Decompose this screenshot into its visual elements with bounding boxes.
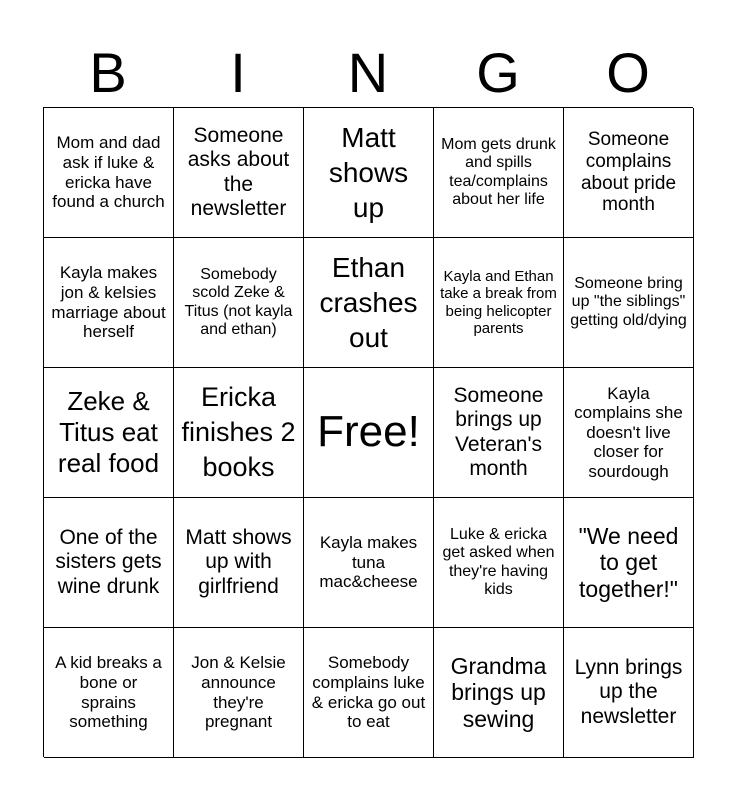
bingo-cell-r4c4[interactable]: Luke & ericka get asked when they're having kids: [434, 498, 564, 628]
bingo-cell-r1c4[interactable]: Mom gets drunk and spills tea/complains about her life: [434, 108, 564, 238]
bingo-grid: [43, 107, 693, 757]
bingo-cell-r2c5[interactable]: Someone bring up "the siblings" getting old/dying: [564, 238, 694, 368]
bingo-cell-r2c1[interactable]: Kayla makes jon & kelsies marriage about herself: [44, 238, 174, 368]
header-letter-g: G: [476, 41, 520, 104]
bingo-cell-r5c3[interactable]: Somebody complains luke & ericka go out to eat: [304, 628, 434, 758]
bingo-cell-r1c5[interactable]: Someone complains about pride month: [564, 108, 694, 238]
bingo-cell-r1c3[interactable]: Matt shows up: [304, 108, 434, 238]
bingo-cell-r4c2[interactable]: Matt shows up with girlfriend: [174, 498, 304, 628]
bingo-cell-r4c1[interactable]: One of the sisters gets wine drunk: [44, 498, 174, 628]
bingo-cell-r5c1[interactable]: A kid breaks a bone or sprains something: [44, 628, 174, 758]
bingo-cell-r4c5[interactable]: "We need to get together!": [564, 498, 694, 628]
bingo-cell-r5c5[interactable]: Lynn brings up the newsletter: [564, 628, 694, 758]
bingo-cell-free[interactable]: Free!: [304, 368, 434, 498]
bingo-cell-r5c2[interactable]: Jon & Kelsie announce they're pregnant: [174, 628, 304, 758]
header-letter-n: N: [347, 41, 389, 104]
header-letter-b: B: [89, 41, 127, 104]
bingo-header: [43, 40, 693, 106]
bingo-cell-r1c1[interactable]: Mom and dad ask if luke & ericka have found a church: [44, 108, 174, 238]
header-letter-o: O: [606, 41, 650, 104]
bingo-cell-r2c2[interactable]: Somebody scold Zeke & Titus (not kayla and ethan): [174, 238, 304, 368]
bingo-cell-r4c3[interactable]: Kayla makes tuna mac&cheese: [304, 498, 434, 628]
bingo-cell-r3c1[interactable]: Zeke & Titus eat real food: [44, 368, 174, 498]
bingo-cell-r2c4[interactable]: Kayla and Ethan take a break from being helicopter parents: [434, 238, 564, 368]
bingo-cell-r3c4[interactable]: Someone brings up Veteran's month: [434, 368, 564, 498]
bingo-cell-r3c2[interactable]: Ericka finishes 2 books: [174, 368, 304, 498]
bingo-cell-r2c3[interactable]: Ethan crashes out: [304, 238, 434, 368]
bingo-cell-r5c4[interactable]: Grandma brings up sewing: [434, 628, 564, 758]
bingo-cell-r3c5[interactable]: Kayla complains she doesn't live closer for sourdough: [564, 368, 694, 498]
bingo-cell-r1c2[interactable]: Someone asks about the newsletter: [174, 108, 304, 238]
header-letter-i: I: [230, 41, 246, 104]
